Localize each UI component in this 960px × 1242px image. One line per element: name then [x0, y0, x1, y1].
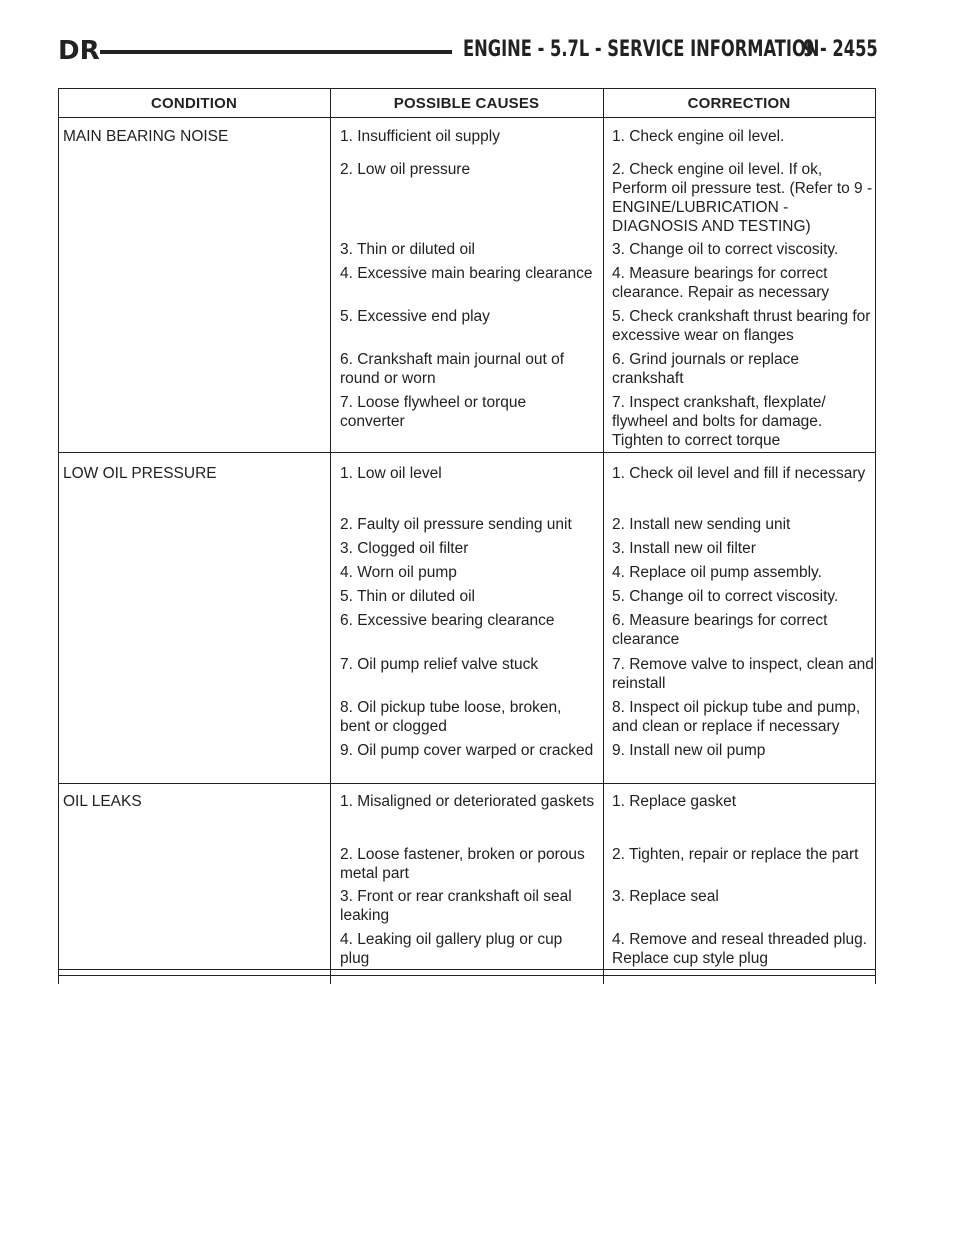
cause-cell: 1. Low oil level	[340, 465, 442, 482]
correction-cell: 3. Change oil to correct viscosity.	[612, 241, 839, 258]
cause-cell: 4. Excessive main bearing clearance	[340, 265, 593, 282]
cause-cell: 8. Oil pickup tube loose, broken, bent or clogged	[340, 699, 562, 735]
condition-cell: OIL LEAKS	[63, 793, 142, 810]
correction-cell: 1. Replace gasket	[612, 793, 737, 810]
correction-cell: 1. Check engine oil level.	[612, 128, 785, 145]
table-end-rule	[58, 975, 876, 976]
column-header-condition: CONDITION	[151, 95, 237, 112]
page-header	[0, 0, 960, 80]
table-group-rule	[58, 783, 876, 784]
table-header-rule	[58, 117, 876, 118]
correction-cell: 1. Check oil level and fill if necessary	[612, 465, 866, 482]
correction-cell: 6. Measure bearings for correct clearance	[612, 612, 828, 648]
header-section-code: DR	[58, 36, 100, 66]
correction-cell: 3. Replace seal	[612, 888, 719, 905]
cause-cell: 7. Loose flywheel or torque converter	[340, 394, 527, 430]
table-border-left	[58, 88, 59, 984]
table-divider-1	[330, 88, 331, 984]
header-rule	[100, 50, 452, 54]
correction-cell: 5. Check crankshaft thrust bearing for excessive wear on flanges	[612, 308, 871, 344]
table-group-rule	[58, 452, 876, 453]
header-page-number: 9 - 2455	[803, 37, 878, 62]
correction-cell: 7. Remove valve to inspect, clean and reinstall	[612, 656, 874, 692]
correction-cell: 2. Check engine oil level. If ok, Perform oil pressure test. (Refer to 9 - ENGINE/LUBRICATION - DIAGNOSIS AND TESTING)	[612, 161, 873, 235]
cause-cell: 2. Loose fastener, broken or porous metal part	[340, 846, 585, 882]
cause-cell: 5. Thin or diluted oil	[340, 588, 475, 605]
cause-cell: 7. Oil pump relief valve stuck	[340, 656, 539, 673]
condition-cell: LOW OIL PRESSURE	[63, 465, 217, 482]
header-title: ENGINE - 5.7L - SERVICE INFORMATION	[463, 37, 820, 62]
correction-cell: 6. Grind journals or replace crankshaft	[612, 351, 799, 387]
cause-cell: 6. Crankshaft main journal out of round or worn	[340, 351, 565, 387]
correction-cell: 4. Remove and reseal threaded plug. Replace cup style plug	[612, 931, 868, 967]
cause-cell: 3. Clogged oil filter	[340, 540, 469, 557]
cause-cell: 4. Worn oil pump	[340, 564, 457, 581]
cause-cell: 3. Front or rear crankshaft oil seal leaking	[340, 888, 572, 924]
correction-cell: 4. Measure bearings for correct clearance. Repair as necessary	[612, 265, 830, 301]
cause-cell: 4. Leaking oil gallery plug or cup plug	[340, 931, 563, 967]
correction-cell: 8. Inspect oil pickup tube and pump, and clean or replace if necessary	[612, 699, 861, 735]
cause-cell: 2. Low oil pressure	[340, 161, 471, 178]
cause-cell: 1. Misaligned or deteriorated gaskets	[340, 793, 595, 810]
cause-cell: 9. Oil pump cover warped or cracked	[340, 742, 594, 759]
column-header-correction: CORRECTION	[687, 95, 791, 112]
cause-cell: 2. Faulty oil pressure sending unit	[340, 516, 572, 533]
correction-cell: 3. Install new oil filter	[612, 540, 756, 557]
cause-cell: 1. Insufficient oil supply	[340, 128, 500, 145]
table-border-right	[875, 88, 876, 984]
correction-cell: 4. Replace oil pump assembly.	[612, 564, 822, 581]
correction-cell: 5. Change oil to correct viscosity.	[612, 588, 839, 605]
correction-cell: 2. Tighten, repair or replace the part	[612, 846, 859, 863]
column-header-possible-causes: POSSIBLE CAUSES	[393, 95, 540, 112]
correction-cell: 9. Install new oil pump	[612, 742, 766, 759]
cause-cell: 6. Excessive bearing clearance	[340, 612, 555, 629]
condition-cell: MAIN BEARING NOISE	[63, 128, 229, 145]
cause-cell: 5. Excessive end play	[340, 308, 490, 325]
correction-cell: 7. Inspect crankshaft, flexplate/ flywheel and bolts for damage. Tighten to correct torque	[612, 394, 826, 449]
table-divider-2	[603, 88, 604, 984]
table-top-rule	[58, 88, 876, 89]
cause-cell: 3. Thin or diluted oil	[340, 241, 475, 258]
correction-cell: 2. Install new sending unit	[612, 516, 791, 533]
table-bottom-rule	[58, 969, 876, 970]
